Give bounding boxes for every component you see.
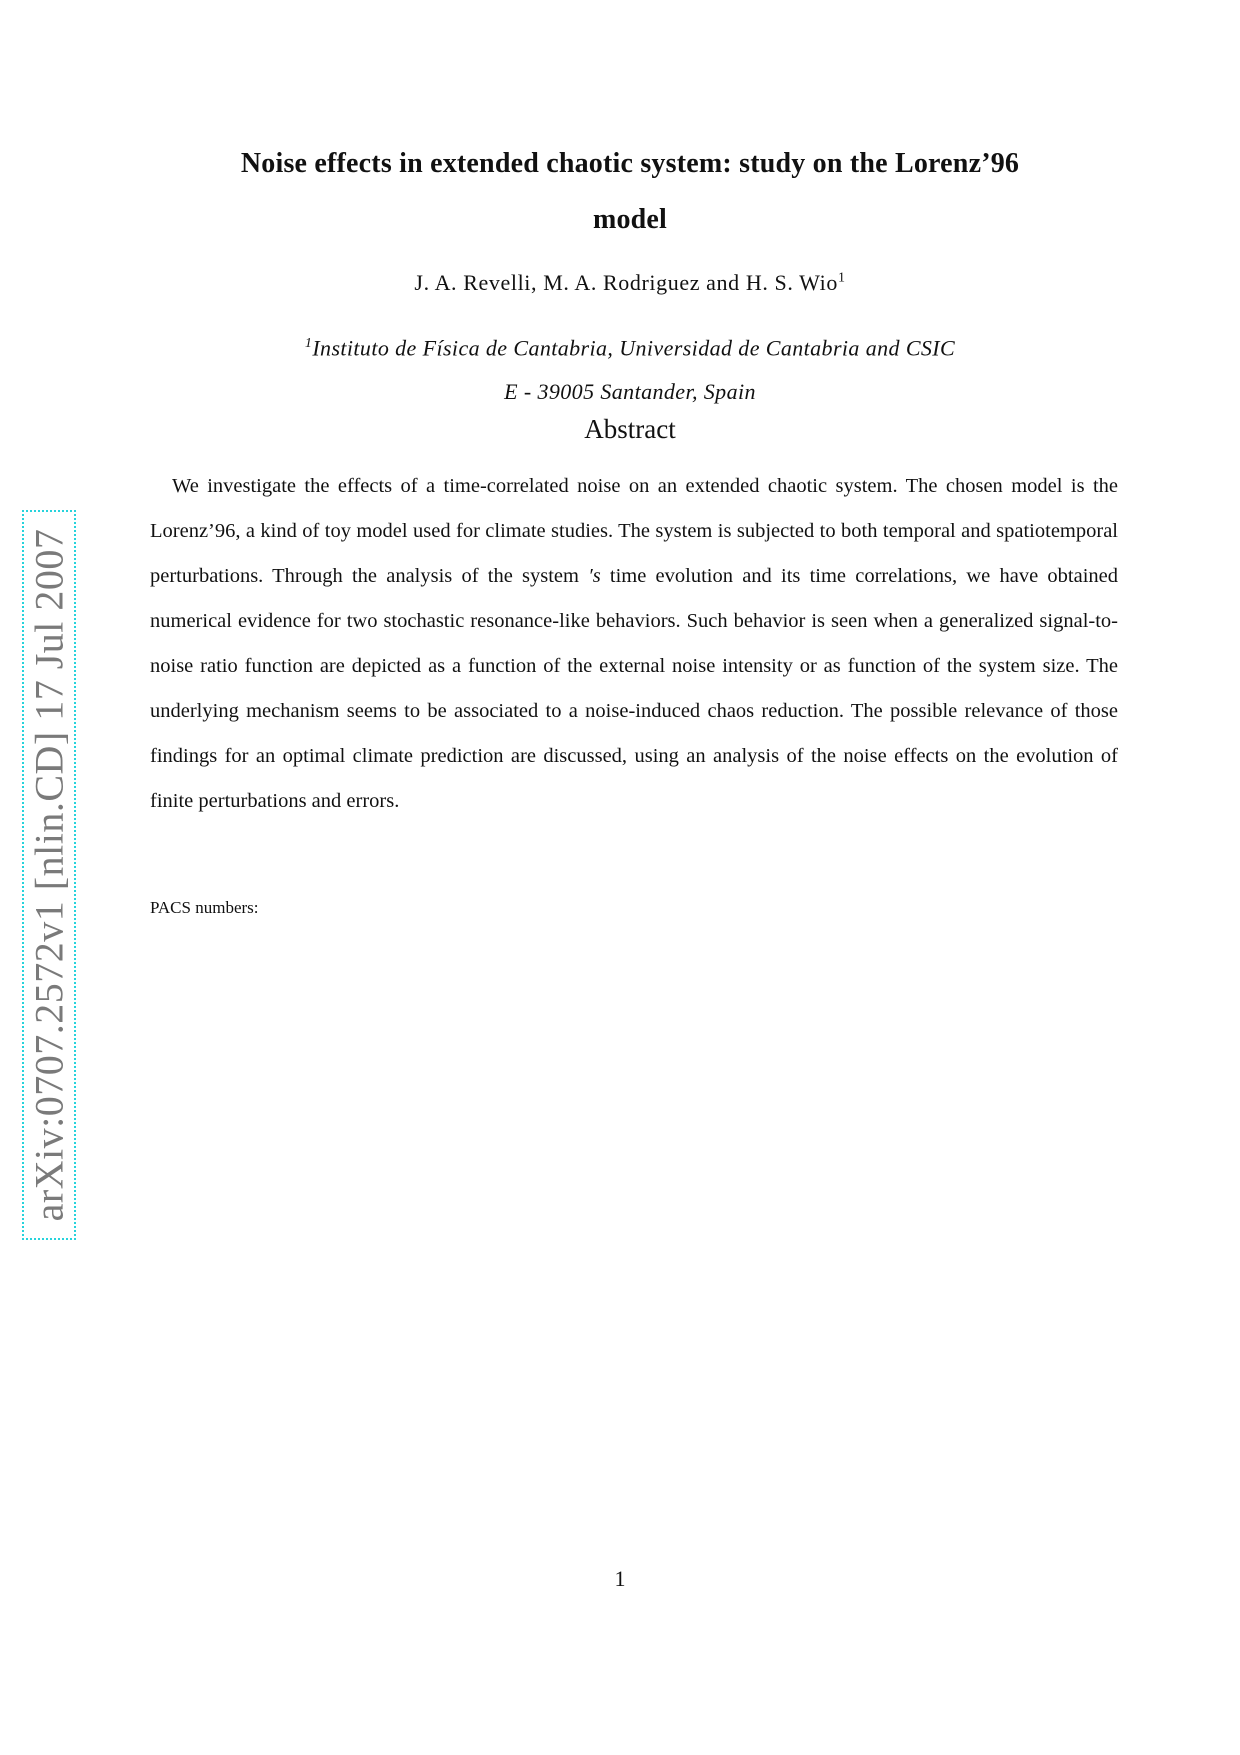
abstract-text-part-1: We investigate the effects of a time-correlated noise on an extended chaotic system. The chosen model is the Lorenz’96, a kind of toy model used for climate studies. The system is subjected to both temporal and spatiotemporal perturbations. Through the analysis of the system (150, 475, 1118, 587)
page-number: 1 (614, 1566, 626, 1591)
affiliation-marker: 1 (304, 336, 313, 351)
affiliation (150, 322, 1110, 414)
title-line-2: model (592, 204, 668, 235)
author-affiliation-marker: 1 (837, 270, 846, 286)
affiliation-line-1 (150, 322, 1110, 370)
affiliation-line-2: E - 39005 Santander, Spain (504, 379, 756, 405)
title-line-1: Noise effects in extended chaotic system: study on the Lorenz’96 (240, 148, 1020, 179)
pacs-numbers: PACS numbers: (150, 898, 259, 917)
arxiv-identifier: arXiv:0707.2572v1 [nlin.CD] 17 Jul 2007 (26, 528, 72, 1222)
affiliation-institution: Instituto de Física de Cantabria, Universidad de Cantabria and CSIC (312, 335, 956, 361)
abstract-italic-possessive: ′s (588, 565, 601, 587)
abstract-body (150, 464, 1118, 824)
authors-text: J. A. Revelli, M. A. Rodriguez and H. S. Wio (414, 270, 838, 295)
abstract-heading: Abstract (584, 414, 676, 444)
arxiv-stamp (22, 510, 76, 1240)
paper-title (150, 136, 1110, 248)
abstract-text-part-2: time evolution and its time correlations, we have obtained numerical evidence for two stochastic resonance-like behaviors. Such behavior is seen when a generalized signal-to-noise ratio function are depicted as a function of the external noise intensity or as function of the system size. The underlying mechanism seems to be associated to a noise-induced chaos reduction. The possible relevance of those findings for an optimal climate prediction are discussed, using an analysis of the noise effects on the evolution of finite perturbations and errors. (150, 565, 1118, 812)
author-list (150, 270, 1110, 296)
